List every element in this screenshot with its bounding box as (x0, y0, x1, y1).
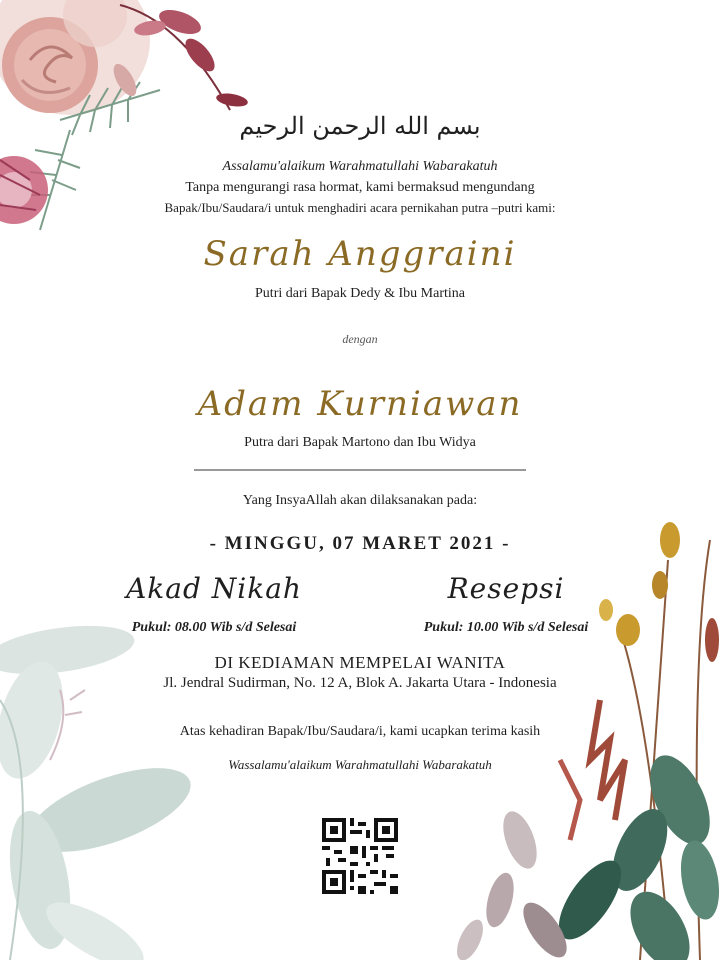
bismillah-calligraphy: بسم الله الرحمن الرحيم (239, 112, 481, 140)
event-date: - MINGGU, 07 MARET 2021 - (209, 533, 511, 554)
intro-line-1: Tanpa mengurangi rasa hormat, kami bermaksud mengundang (185, 180, 535, 195)
thanks-text: Atas kehadiran Bapak/Ibu/Saudara/i, kami ucapkan terima kasih (179, 724, 541, 739)
event-intro: Yang InsyaAllah akan dilaksanakan pada: (242, 493, 478, 508)
rose-flower-icon (0, 0, 150, 115)
intro-line-2: Bapak/Ibu/Saudara/i untuk menghadiri acara pernikahan putra –putri kami: (164, 200, 556, 215)
closing-greeting: Wassalamu'alaikum Warahmatullahi Wabarakatuh (228, 757, 492, 772)
venue-title: DI KEDIAMAN MEMPELAI WANITA (214, 653, 506, 672)
groom-name: Adam Kurniawan (197, 384, 523, 424)
opening-greeting: Assalamu'alaikum Warahmatullahi Wabarakatuh (222, 159, 498, 174)
bride-name: Sarah Anggraini (203, 234, 517, 274)
leaf-branch-icon (452, 746, 720, 960)
groom-parents: Putra dari Bapak Martono dan Ibu Widya (244, 435, 476, 450)
connector-text: dengan (342, 332, 378, 346)
akad-title: Akad Nikah (126, 572, 302, 605)
resepsi-title: Resepsi (447, 572, 565, 605)
akad-time: Pukul: 08.00 Wib s/d Selesai (131, 620, 297, 635)
venue-address: Jl. Jendral Sudirman, No. 12 A, Blok A. Jakarta Utara - Indonesia (163, 675, 557, 691)
resepsi-time: Pukul: 10.00 Wib s/d Selesai (423, 620, 589, 635)
qr-code-icon (322, 818, 398, 894)
bride-parents: Putri dari Bapak Dedy & Ibu Martina (255, 286, 465, 301)
